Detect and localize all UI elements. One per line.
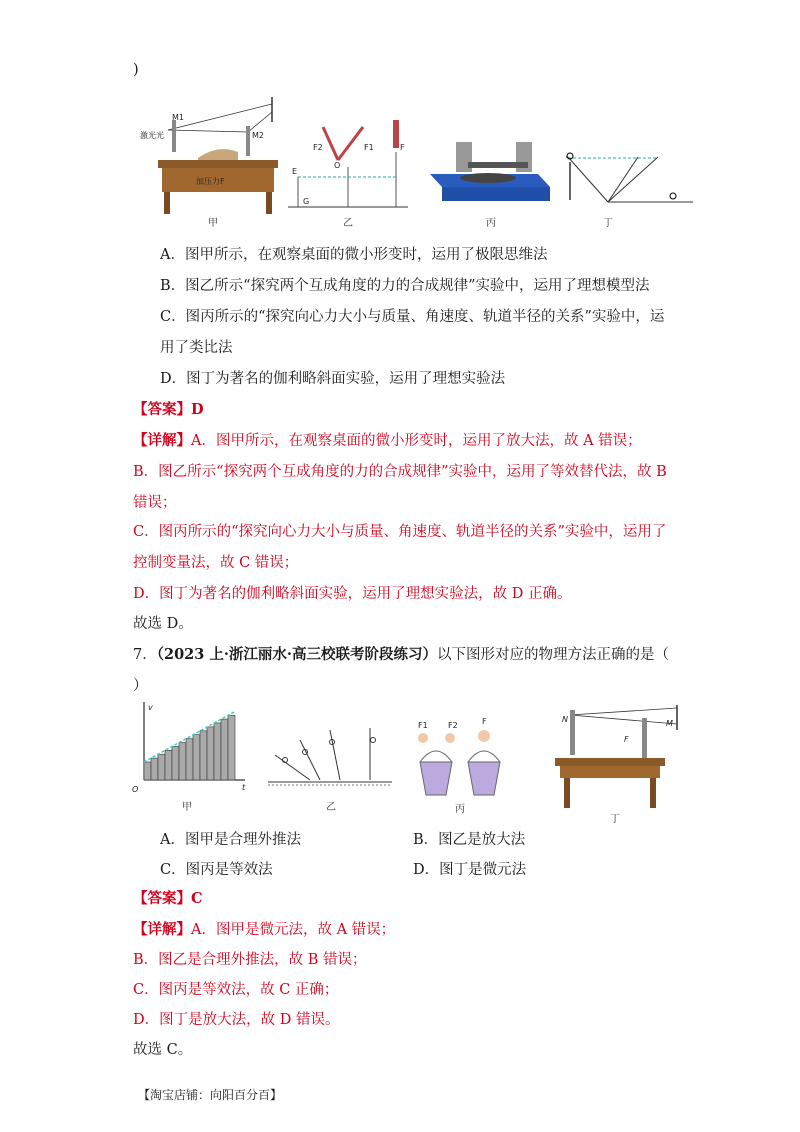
staircase-bar — [144, 762, 151, 780]
detail-text-7: A．图甲是微元法，故 A 错误； — [191, 922, 396, 938]
label-e: E — [292, 167, 298, 176]
staircase-bar — [200, 731, 207, 780]
caption-jia-7: 甲 — [182, 802, 192, 813]
label-f: F — [400, 143, 405, 152]
staircase-bar — [151, 758, 158, 780]
label-m1: M1 — [172, 113, 184, 122]
q6-conclusion: 故选 D。 — [133, 616, 193, 632]
staircase-bar — [172, 746, 179, 780]
staircase-bar — [179, 743, 186, 781]
q6-fig-bing — [430, 142, 550, 229]
label-n: N — [562, 715, 568, 724]
q7-fig-jia — [132, 702, 246, 813]
staircase-bar — [207, 727, 214, 780]
q7-source: （2023 上·浙江丽水·高三校联考阶段练习） — [156, 646, 437, 663]
q6-answer — [133, 400, 204, 420]
q7-detail-line-1 — [133, 920, 395, 940]
q6-detail-line-3: 错误； — [133, 495, 177, 511]
staircase-bar — [186, 739, 193, 780]
answer-tag: 【答案】 — [133, 401, 191, 418]
caption-bing: 丙 — [486, 218, 496, 229]
caption-ding-7: 丁 — [610, 814, 620, 825]
q6-fig-yi — [288, 120, 408, 229]
q7-figure-row — [130, 700, 690, 825]
q6-detail-line-2: B．图乙所示“探究两个互成角度的力的合成规律”实验中，运用了等效替代法，故 B — [133, 464, 667, 480]
staircase-bar — [158, 754, 165, 780]
q6-option-b[interactable]: B．图乙所示“探究两个互成角度的力的合成规律”实验中，运用了理想模型法 — [160, 278, 650, 294]
detail-tag: 【详解】 — [133, 432, 191, 449]
label-g: G — [303, 197, 310, 206]
staircase-bar — [193, 735, 200, 780]
caption-yi-7: 乙 — [326, 802, 336, 813]
answer-value-7: C — [191, 890, 203, 907]
staircase-bars — [144, 715, 235, 780]
staircase-bar — [221, 719, 228, 780]
label-laser: 激光光 — [140, 131, 164, 140]
staircase-bar — [165, 750, 172, 780]
q6-option-c[interactable]: C．图丙所示的“探究向心力大小与质量、角速度、轨道半径的关系”实验中，运 — [160, 309, 665, 325]
q6-option-a[interactable]: A．图甲所示，在观察桌面的微小形变时，运用了极限思维法 — [160, 247, 548, 263]
q7-detail-line-3: C．图丙是等效法，故 C 正确； — [133, 982, 339, 998]
q7-option-d[interactable]: D．图丁是微元法 — [413, 862, 527, 878]
label-m2: M2 — [252, 131, 264, 140]
label-f1: F1 — [364, 143, 374, 152]
q6-option-c-cont: 用了类比法 — [160, 340, 233, 356]
q6-detail-line-6: D．图丁为著名的伽利略斜面实验，运用了理想实验法，故 D 正确。 — [133, 586, 572, 602]
q7-fig-yi — [268, 728, 392, 813]
q7-answer — [133, 889, 203, 909]
q7-option-a[interactable]: A．图甲是合理外推法 — [160, 832, 301, 848]
label-f-ding: F — [624, 735, 629, 744]
q6-detail-line-1 — [133, 431, 642, 451]
q7-option-c[interactable]: C．图丙是等效法 — [160, 862, 273, 878]
label-o: O — [334, 161, 341, 170]
caption-yi: 乙 — [343, 218, 353, 229]
q7-fig-ding — [555, 705, 677, 825]
continued-paren: ) — [133, 62, 139, 78]
detail-tag-7: 【详解】 — [133, 921, 191, 938]
q6-figure-row — [138, 92, 698, 232]
staircase-bar — [214, 723, 221, 780]
label-o7: O — [132, 785, 139, 794]
detail-text: A．图甲所示，在观察桌面的微小形变时，运用了放大法，故 A 错误； — [191, 433, 642, 449]
q7-detail-line-4: D．图丁是放大法，故 D 错误。 — [133, 1012, 340, 1028]
label-t: t — [242, 783, 246, 792]
q7-option-b[interactable]: B．图乙是放大法 — [413, 832, 526, 848]
label-f2: F2 — [313, 143, 323, 152]
q7-stem — [133, 645, 669, 665]
label-f2-7: F2 — [448, 721, 458, 730]
caption-jia: 甲 — [208, 218, 218, 229]
answer-tag-7: 【答案】 — [133, 890, 191, 907]
q6-option-d[interactable]: D．图丁为著名的伽利略斜面实验，运用了理想实验法 — [160, 371, 506, 387]
label-f-7: F — [482, 717, 487, 726]
staircase-bar — [228, 715, 235, 780]
label-press: 加压力F — [196, 177, 225, 186]
q6-detail-line-4: C．图丙所示的“探究向心力大小与质量、角速度、轨道半径的关系”实验中，运用了 — [133, 524, 667, 540]
page-footer: 【淘宝店铺：向阳百分百】 — [138, 1088, 283, 1102]
q6-detail-line-5: 控制变量法，故 C 错误； — [133, 555, 299, 571]
label-v: v — [148, 703, 153, 712]
q6-fig-jia — [140, 97, 278, 229]
q6-fig-ding — [566, 153, 693, 229]
answer-value: D — [191, 401, 204, 418]
caption-bing-7: 丙 — [455, 804, 465, 815]
q7-fig-bing — [418, 717, 500, 815]
label-m: M — [666, 719, 673, 728]
label-f1-7: F1 — [418, 721, 428, 730]
q7-conclusion: 故选 C。 — [133, 1042, 193, 1058]
caption-ding: 丁 — [603, 218, 613, 229]
q7-stem-text: 以下图形对应的物理方法正确的是（ — [436, 647, 669, 663]
q7-paren: ） — [133, 678, 148, 694]
q7-number: 7． — [133, 647, 157, 663]
q7-detail-line-2: B．图乙是合理外推法，故 B 错误； — [133, 952, 367, 968]
